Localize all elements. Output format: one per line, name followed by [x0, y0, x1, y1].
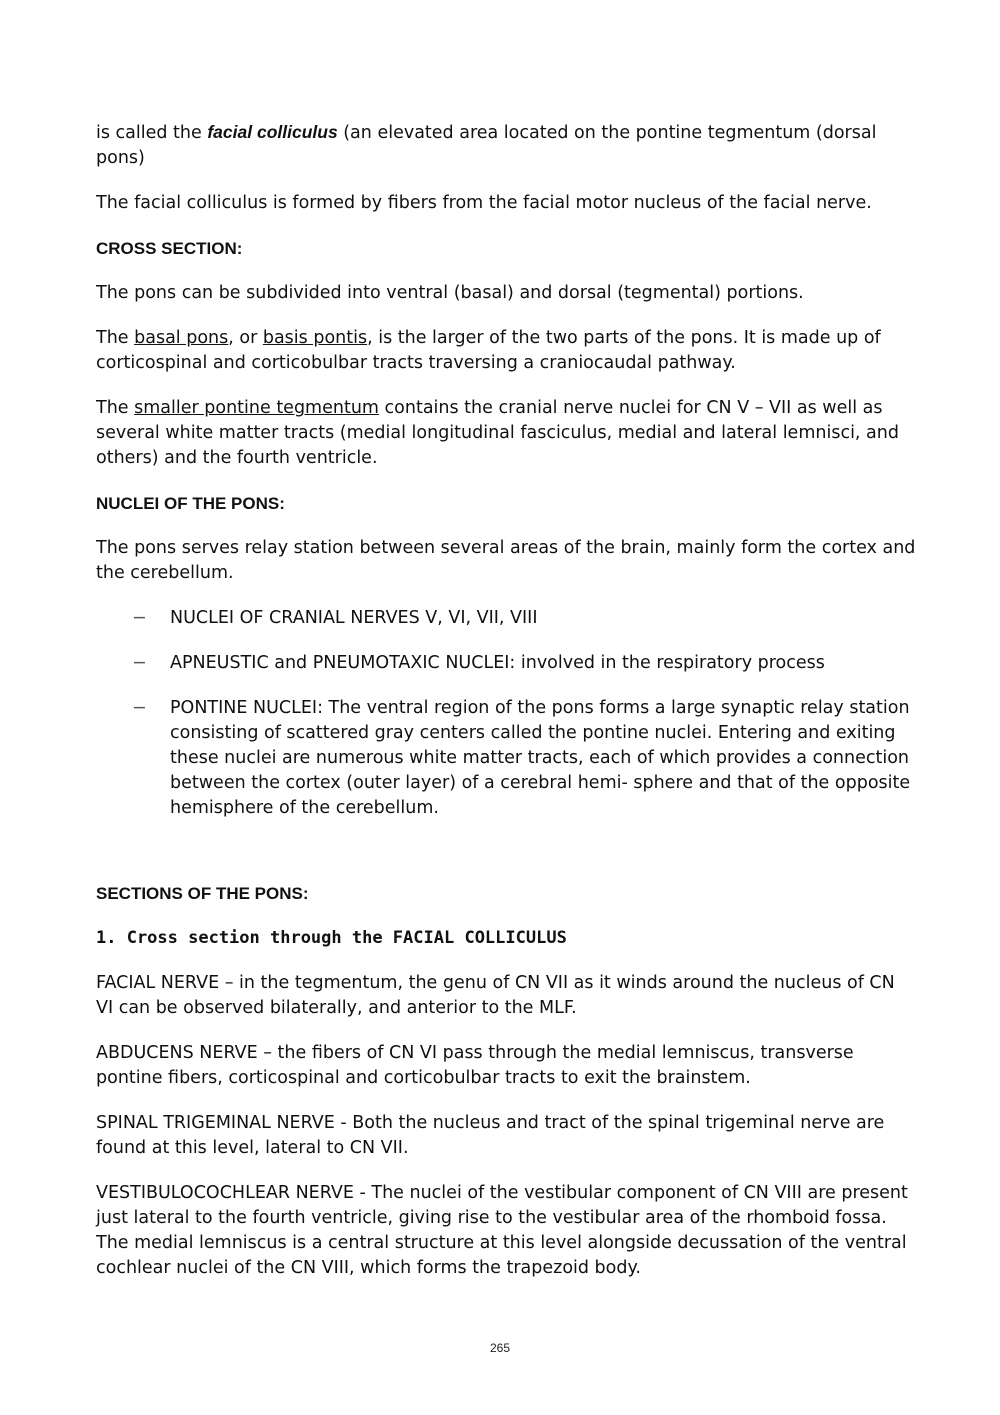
paragraph-pons-relay: The pons serves relay station between several areas of the brain, mainly form the cortex and the cerebellum.: [96, 538, 916, 583]
heading-cross-section: CROSS SECTION:: [96, 239, 243, 258]
text-segment: , or: [228, 328, 263, 348]
list-item-text: APNEUSTIC and PNEUMOTAXIC NUCLEI: involved in the respiratory process: [170, 653, 825, 673]
paragraph-basal-pons: [96, 326, 916, 376]
paragraph-facial-colliculus-formation: The facial colliculus is formed by fibers from the facial motor nucleus of the facial nerve.: [96, 193, 872, 213]
list-item: [96, 606, 916, 631]
list-item-text: NUCLEI OF CRANIAL NERVES V, VI, VII, VIII: [170, 608, 538, 628]
page-number: 265: [489, 1341, 511, 1355]
dash-bullet: −: [132, 698, 147, 718]
list-item: [96, 696, 916, 821]
dash-bullet: −: [132, 608, 147, 628]
list-item: [96, 651, 916, 676]
list-item-text: PONTINE NUCLEI: The ventral region of the pons forms a large synaptic relay station consisting of scattered gray centers called the pontine nuclei. Entering and exiting these nuclei are numerous white matter tracts, each of which provides a connection between the cortex (outer layer) of a cerebral hemi- sphere and that of the opposite hemisphere of the cerebellum.: [170, 698, 911, 818]
text-segment: The: [96, 328, 135, 348]
term-facial-colliculus: facial colliculus: [207, 122, 338, 142]
nuclei-list: [96, 606, 916, 821]
paragraph-pontine-tegmentum: [96, 396, 916, 471]
heading-sections-of-the-pons: SECTIONS OF THE PONS:: [96, 884, 309, 903]
paragraph-facial-nerve: FACIAL NERVE – in the tegmentum, the genu of CN VII as it winds around the nucleus of CN VI can be observed bilaterally, and anterior to the MLF.: [96, 973, 895, 1018]
text-segment: is called the: [96, 123, 208, 143]
section-spacer: [96, 841, 916, 881]
dash-bullet: −: [132, 653, 147, 673]
document-page: [96, 120, 916, 1301]
paragraph-vestibulocochlear-nerve: VESTIBULOCOCHLEAR NERVE - The nuclei of the vestibular component of CN VIII are present just lateral to the fourth ventricle, giving rise to the vestibular area of the rhomboid fossa. The medial lemniscus is a central structure at this level alongside decussation of the ventral cochlear nuclei of the CN VIII, which forms the trapezoid body.: [96, 1183, 908, 1278]
text-segment: , is the larger of the two parts of the pons. It is made up of corticospinal and corticobulbar tracts traversing a craniocaudal pathway.: [96, 328, 881, 373]
text-segment: The: [96, 398, 135, 418]
term-basis-pontis: basis pontis: [262, 328, 368, 348]
text-segment: (an elevated area located on the pontine tegmentum (dorsal pons): [96, 123, 877, 168]
term-smaller-pontine-tegmentum: smaller pontine tegmentum: [134, 398, 379, 418]
paragraph-pons-subdivision: The pons can be subdivided into ventral (basal) and dorsal (tegmental) portions.: [96, 283, 804, 303]
paragraph-facial-colliculus-intro: [96, 120, 916, 171]
paragraph-abducens-nerve: ABDUCENS NERVE – the fibers of CN VI pass through the medial lemniscus, transverse pontine fibers, corticospinal and corticobulbar tracts to exit the brainstem.: [96, 1043, 854, 1088]
text-segment: contains the cranial nerve nuclei for CN V – VII as well as several white matter tracts (medial longitudinal fasciculus, medial and lateral lemnisci, and others) and the fourth ventricle.: [96, 398, 899, 468]
subheading-facial-colliculus-section: 1. Cross section through the FACIAL COLLICULUS: [96, 928, 567, 948]
paragraph-spinal-trigeminal-nerve: SPINAL TRIGEMINAL NERVE - Both the nucleus and tract of the spinal trigeminal nerve are found at this level, lateral to CN VII.: [96, 1113, 885, 1158]
term-basal-pons: basal pons: [134, 328, 229, 348]
heading-nuclei-of-the-pons: NUCLEI OF THE PONS:: [96, 494, 285, 513]
